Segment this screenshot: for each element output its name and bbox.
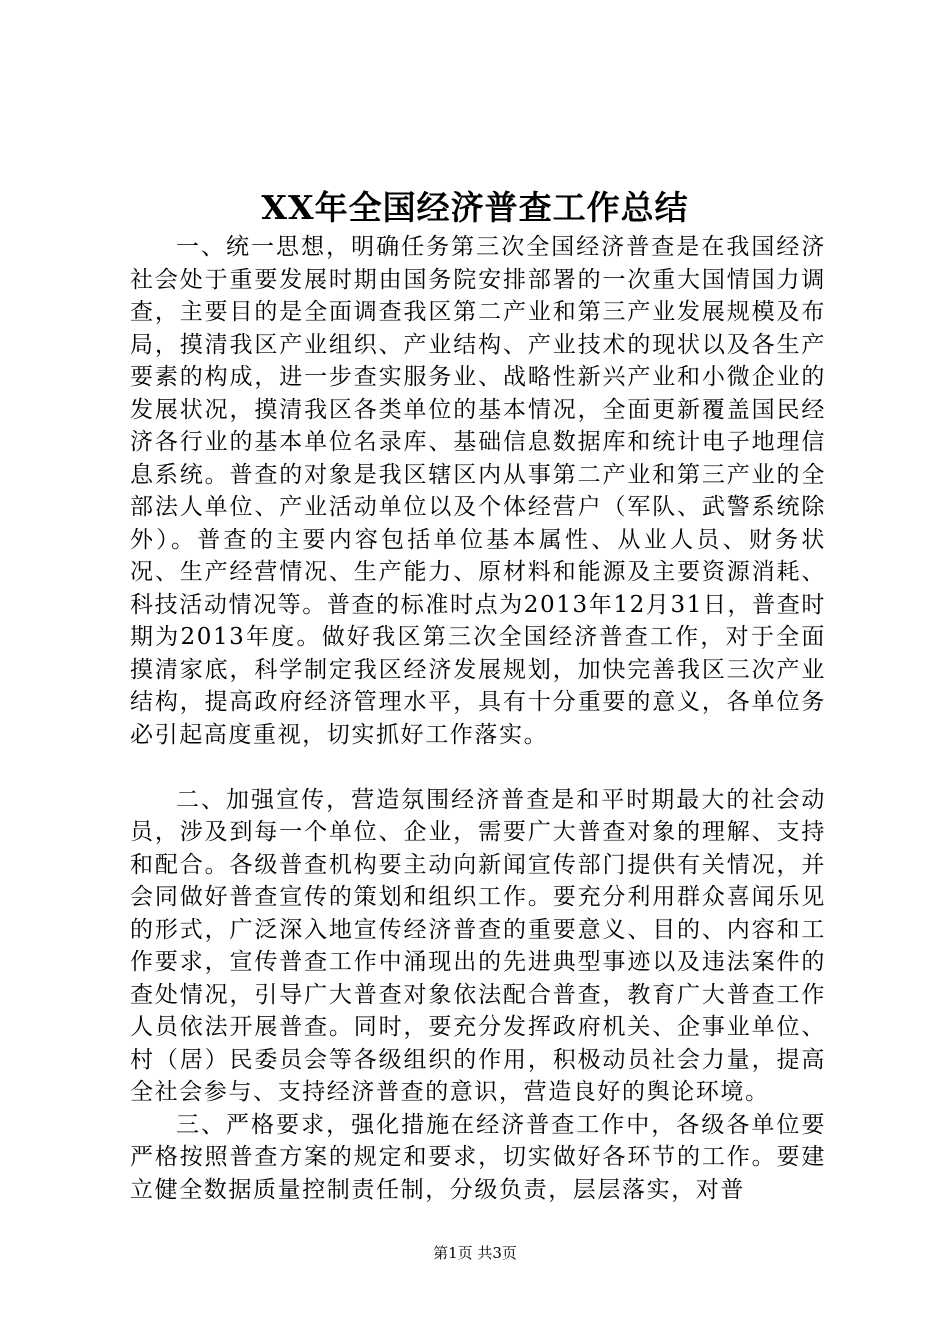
paragraph-1: 一、统一思想，明确任务第三次全国经济普查是在我国经济社会处于重要发展时期由国务院安排部署的一次重大国情国力调查，主要目的是全面调查我区第二产业和第三产业发展规模及布局，摸清我区产业组织、产业结构、产业技术的现状以及各生产要素的构成，进一步查实服务业、战略性新兴产业和小微企业的发展状况，摸清我区各类单位的基本情况，全面更新覆盖国民经济各行业的基本单位名录库、基础信息数据库和统计电子地理信息系统。普查的对象是我区辖区内从事第二产业和第三产业的全部法人单位、产业活动单位以及个体经营户（军队、武警系统除外）。普查的主要内容包括单位基本属性、从业人员、财务状况、生产经营情况、生产能力、原材料和能源及主要资源消耗、科技活动情况等。普查的标准时点为2013年12月31日，普查时期为2013年度。做好我区第三次全国经济普查工作，对于全面摸清家底，科学制定我区经济发展规划，加快完善我区三次产业结构，提高政府经济管理水平，具有十分重要的意义，各单位务必引起高度重视，切实抓好工作落实。: [130, 234, 826, 748]
document-title: XX年全国经济普查工作总结: [261, 188, 689, 227]
document-body: [130, 231, 826, 1206]
paragraph-3: 三、严格要求，强化措施在经济普查工作中，各级各单位要严格按照普查方案的规定和要求，切实做好各环节的工作。要建立健全数据质量控制责任制，分级负责，层层落实，对普: [130, 1111, 826, 1203]
page-number-footer: 第1页 共3页: [433, 1244, 517, 1262]
paragraph-2: 二、加强宣传，营造氛围经济普查是和平时期最大的社会动员，涉及到每一个单位、企业，需要广大普查对象的理解、支持和配合。各级普查机构要主动向新闻宣传部门提供有关情况，并会同做好普查宣传的策划和组织工作。要充分利用群众喜闻乐见的形式，广泛深入地宣传经济普查的重要意义、目的、内容和工作要求，宣传普查工作中涌现出的先进典型事迹以及违法案件的查处情况，引导广大普查对象依法配合普查，教育广大普查工作人员依法开展普查。同时，要充分发挥政府机关、企事业单位、村（居）民委员会等各级组织的作用，积极动员社会力量，提高全社会参与、支持经济普查的意识，营造良好的舆论环境。: [130, 786, 826, 1105]
